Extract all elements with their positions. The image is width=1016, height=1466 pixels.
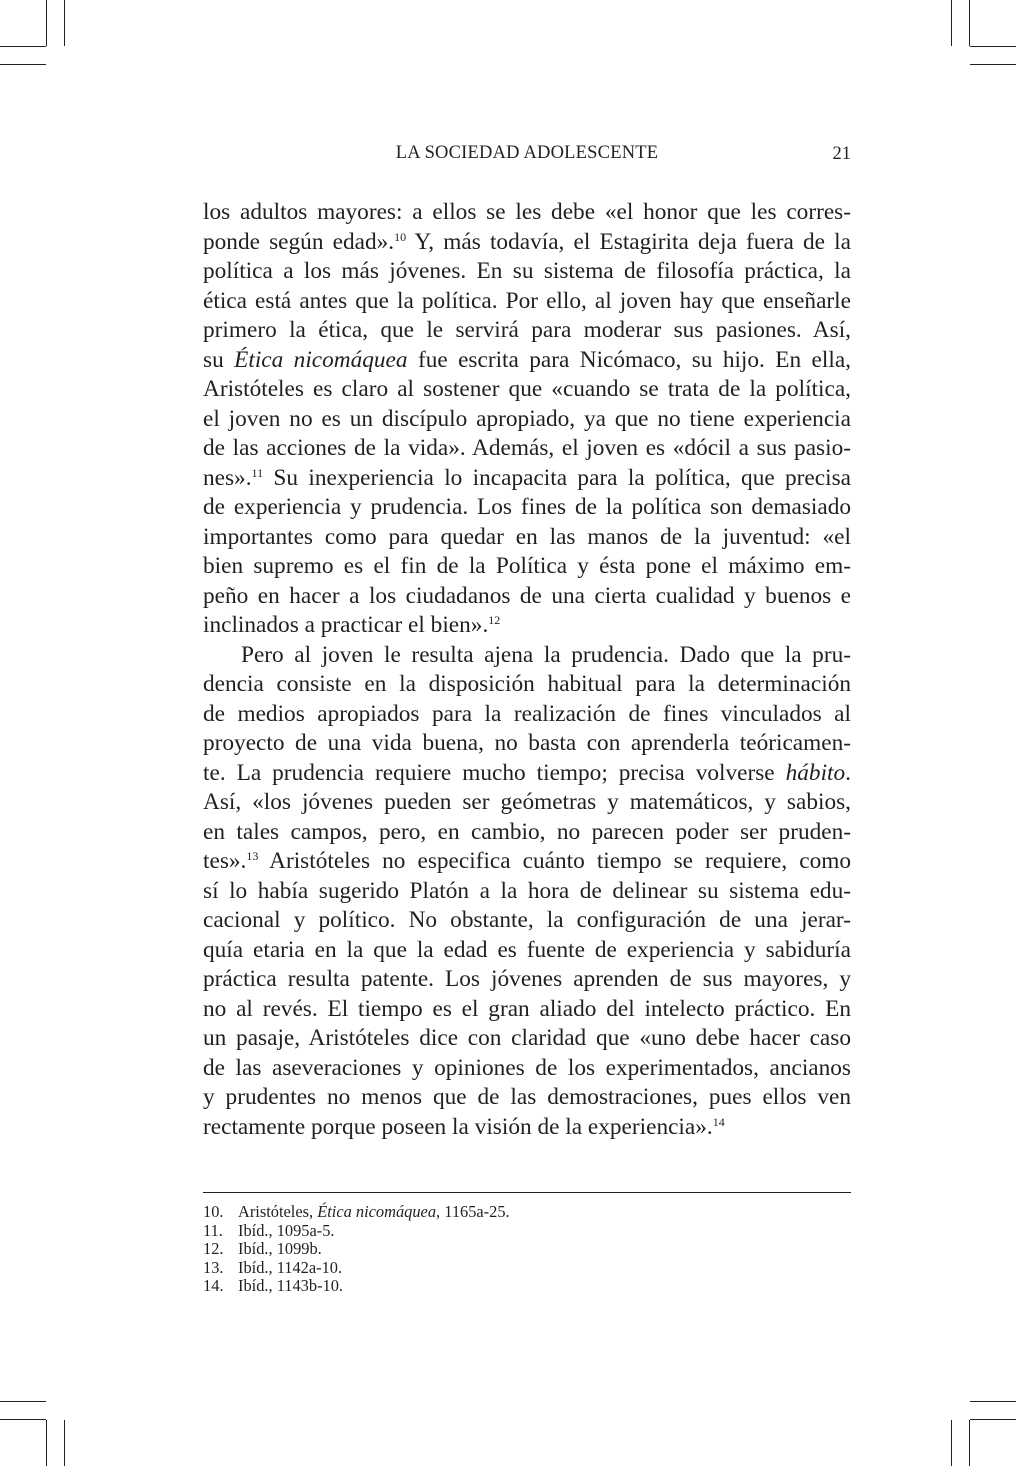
footnote-number: 13.: [203, 1257, 224, 1277]
text-segment: y prudentes no menos que de las demostraciones, pues ellos ven: [203, 1084, 851, 1110]
footnote-ref: 12: [488, 613, 501, 627]
text-line: [203, 788, 851, 818]
page-number: 21: [832, 144, 851, 164]
text-segment: sí lo había sugerido Platón a la hora de delinear su sistema edu-: [203, 877, 851, 904]
text-line: [203, 1113, 851, 1143]
text-line: [203, 641, 851, 671]
text-segment: el joven no es un discípulo apropiado, ya que no tiene experiencia: [203, 405, 851, 432]
text-segment: Aristóteles es claro al sostener que «cuando se trata de la política,: [203, 376, 851, 402]
text-segment: peño en hacer a los ciudadanos de una cierta cualidad y buenos e: [203, 582, 851, 609]
running-head: [203, 143, 851, 167]
italic-text: hábito: [785, 759, 846, 786]
text-line: [203, 965, 851, 995]
text-segment: Y, más todavía, el Estagirita deja fuera de la: [406, 228, 851, 255]
italic-text: Ética nicomáquea: [317, 1202, 437, 1221]
text-line: [203, 670, 851, 700]
italic-text: Ética nicomáquea: [234, 346, 408, 373]
footnote-number: 12.: [203, 1239, 224, 1258]
footnote: [203, 1203, 851, 1222]
text-line: [203, 1083, 851, 1113]
footnote-rule: [203, 1192, 851, 1193]
text-segment: los adultos mayores: a ellos se les debe «el honor que les corres-: [203, 199, 851, 225]
text-segment: de experiencia y prudencia. Los fines de la política son demasiado: [203, 494, 851, 520]
footnote-ref: 10: [394, 229, 407, 244]
text-segment: de las acciones de la vida». Además, el joven es «dócil a sus pasio-: [203, 435, 851, 461]
text-line: [203, 316, 851, 346]
text-line: [203, 700, 851, 730]
text-segment: , 1165a-25.: [436, 1202, 510, 1221]
text-line: [203, 1054, 851, 1084]
crop-mark: [64, 1420, 65, 1466]
text-segment: primero la ética, que le servirá para moderar sus pasiones. Así,: [203, 317, 851, 343]
footnote: [203, 1277, 851, 1296]
text-line: [203, 198, 851, 228]
text-segment: .: [845, 759, 851, 786]
text-line: [203, 611, 851, 641]
crop-mark: [970, 1401, 1016, 1402]
body-text: [203, 198, 851, 1142]
text-line: [203, 759, 851, 789]
text-segment: tes».: [203, 848, 247, 874]
text-segment: te. La prudencia requiere mucho tiempo; precisa volverse: [203, 759, 786, 786]
text-segment: importantes como para quedar en las manos de la juventud: «el: [203, 523, 851, 550]
text-segment: de las aseveraciones y opiniones de los experimentados, ancianos: [203, 1054, 851, 1081]
text-line: [203, 1024, 851, 1054]
text-segment: proyecto de una vida buena, no basta con aprenderla teóricamen-: [203, 730, 851, 756]
crop-mark: [0, 64, 46, 65]
text-line: [203, 729, 851, 759]
text-segment: práctica resulta patente. Los jóvenes aprenden de sus mayores, y: [203, 966, 851, 992]
footnote-ref: 14: [712, 1114, 725, 1129]
text-line: [203, 228, 851, 258]
running-head-title: LA SOCIEDAD ADOLESCENTE: [395, 143, 659, 163]
text-line: [203, 464, 851, 494]
text-line: [203, 906, 851, 936]
footnote-number: 11.: [203, 1220, 223, 1240]
text-segment: inclinados a practicar el bien».: [203, 612, 489, 638]
footnotes: [203, 1203, 851, 1296]
text-segment: Así, «los jóvenes pueden ser geómetras y matemáticos, y sabios,: [203, 789, 851, 815]
text-segment: Ibíd., 1142a-10.: [238, 1257, 343, 1277]
text-segment: en tales campos, pero, en cambio, no parecen poder ser pruden-: [203, 818, 851, 845]
text-segment: bien supremo es el fin de la Política y ésta pone el máximo em-: [203, 553, 851, 579]
text-segment: Aristóteles no especifica cuánto tiempo se requiere, como: [258, 848, 851, 874]
text-line: [203, 287, 851, 317]
text-line: [203, 818, 851, 848]
text-segment: no al revés. El tiempo es el gran aliado del intelecto práctico. En: [203, 995, 851, 1022]
text-line: [203, 375, 851, 405]
text-line: [203, 936, 851, 966]
text-segment: dencia consiste en la disposición habitual para la determinación: [203, 671, 851, 697]
text-segment: fue escrita para Nicómaco, su hijo. En ella,: [407, 346, 851, 373]
text-line: [203, 582, 851, 612]
text-line: [203, 523, 851, 553]
text-line: [203, 405, 851, 435]
text-segment: nes».: [203, 464, 252, 491]
footnote: [203, 1240, 851, 1259]
footnote: [203, 1259, 851, 1278]
crop-mark: [970, 64, 1016, 65]
text-line: [203, 346, 851, 376]
text-line: [203, 434, 851, 464]
crop-mark: [46, 0, 47, 46]
text-segment: cacional y político. No obstante, la configuración de una jerar-: [203, 907, 851, 933]
crop-mark: [970, 1419, 1016, 1420]
text-line: [203, 877, 851, 907]
text-line: [203, 995, 851, 1025]
text-segment: Ibíd., 1099b.: [238, 1239, 322, 1258]
text-line: [203, 847, 851, 877]
text-segment: ética está antes que la política. Por ello, al joven hay que enseñarle: [203, 287, 851, 314]
text-segment: política a los más jóvenes. En su sistema de filosofía práctica, la: [203, 258, 851, 284]
footnote-ref: 13: [246, 849, 259, 863]
text-segment: su: [203, 346, 235, 373]
crop-mark: [951, 1420, 952, 1466]
footnote: [203, 1222, 851, 1241]
text-segment: Ibíd., 1095a-5.: [238, 1220, 335, 1240]
footnote-number: 14.: [203, 1276, 224, 1295]
crop-mark: [969, 1420, 970, 1466]
crop-mark: [969, 0, 970, 46]
crop-mark: [0, 46, 46, 47]
crop-mark: [951, 0, 952, 46]
crop-mark: [46, 1420, 47, 1466]
text-segment: un pasaje, Aristóteles dice con claridad que «uno debe hacer caso: [203, 1025, 851, 1051]
footnote-number: 10.: [203, 1202, 224, 1221]
text-segment: Ibíd., 1143b-10.: [238, 1276, 344, 1295]
crop-mark: [64, 0, 65, 46]
crop-mark: [970, 46, 1016, 47]
text-segment: Su inexperiencia lo incapacita para la política, que precisa: [263, 464, 851, 491]
text-segment: rectamente porque poseen la visión de la experiencia».: [203, 1113, 713, 1140]
text-segment: quía etaria en la que la edad es fuente de experiencia y sabiduría: [203, 936, 851, 963]
footnote-ref: 11: [251, 465, 264, 480]
text-line: [203, 493, 851, 523]
text-segment: de medios apropiados para la realización de fines vinculados al: [203, 700, 851, 727]
crop-mark: [0, 1419, 46, 1420]
text-segment: Aristóteles,: [238, 1202, 318, 1221]
text-segment: Pero al joven le resulta ajena la prudencia. Dado que la pru-: [241, 641, 851, 668]
text-segment: ponde según edad».: [203, 228, 395, 255]
crop-mark: [0, 1401, 46, 1402]
text-line: [203, 552, 851, 582]
text-line: [203, 257, 851, 287]
